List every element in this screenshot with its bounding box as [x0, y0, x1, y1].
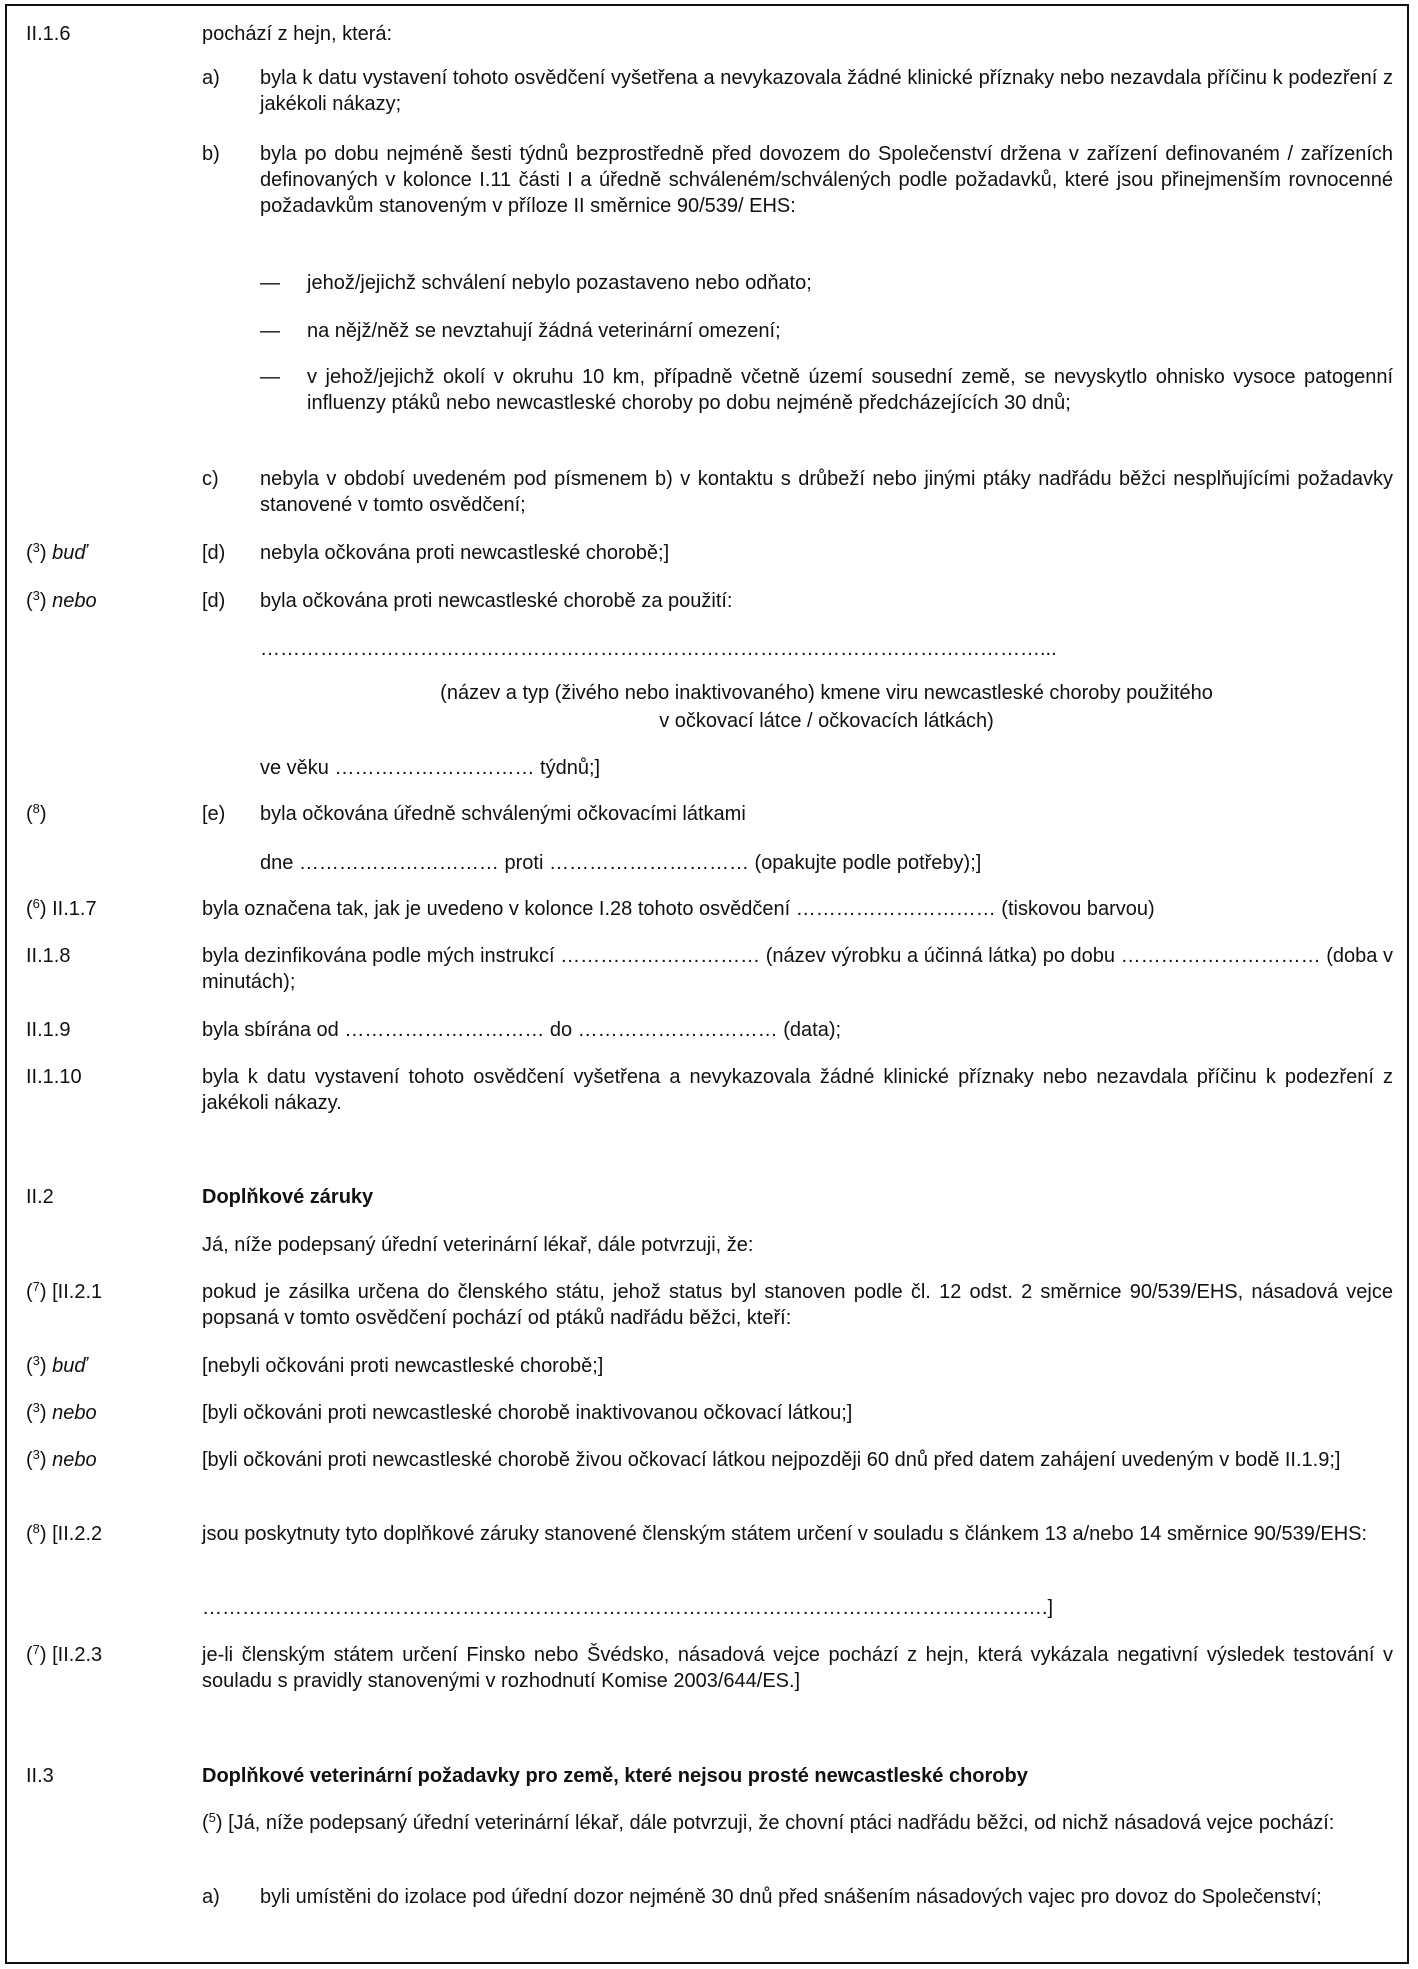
item-marker: [e) [202, 803, 226, 825]
paragraph-text: pokud je zásilka určena do členského státu, jehož status byl stanoven podle čl. 12 odst. 2 směrnice 90/539/EHS, násadová vejce popsaná v tomto osvědčení pochází od ptáků nadřádu běžci, kteří: [202, 1281, 1393, 1329]
item-text: byla po dobu nejméně šesti týdnů bezprostředně před dovozem do Společenství držena v zařízení definovaném / zařízeních definovaných v kolonce I.11 části I a úředně schváleném/schválených podle požadavků, které jsou přinejmenším rovnocenné požadavkům stanoveným v příloze II směrnice 90/539/ EHS: [260, 143, 1393, 217]
age-text: ve věku ………………………… týdnů;] [260, 757, 601, 779]
intro-text: Já, níže podepsaný úřední veterinární lékař, dále potvrzuji, že: [202, 1234, 754, 1256]
date-text: dne ………………………… proti ………………………… (opakujte podle potřeby);] [260, 852, 982, 874]
item-text: byla k datu vystavení tohoto osvědčení vyšetřena a nevykazovala žádné klinické příznaky nebo nezavdala příčinu k podezření z jakékoli nákazy; [260, 67, 1393, 115]
caption-line: v očkovací látce / očkovacích látkách) [659, 710, 994, 732]
section-number: II.1.8 [26, 945, 71, 967]
item-marker: b) [202, 143, 220, 165]
footnote-label: ($^3$) nebo [26, 588, 97, 612]
item-text: nebyla v období uvedeném pod písmenem b) v kontaktu s drůbeží nebo jinými ptáky nadřádu běžci nesplňujícími požadavky stanovené v tomto osvědčení; [260, 468, 1393, 516]
dash-text: jehož/jejichž schválení nebylo pozastaveno nebo odňato; [307, 272, 812, 294]
section-text: byla k datu vystavení tohoto osvědčení vyšetřena a nevykazovala žádné klinické příznaky nebo nezavdala příčinu k podezření z jakékoli nákazy. [202, 1066, 1393, 1114]
section-number: ($^6$) II.1.7 [26, 896, 97, 920]
section-number: II.2 [26, 1186, 54, 1208]
footnote-label: ($^8$) [II.2.2 [26, 1521, 103, 1545]
intro-text: ($^5$) [Já, níže podepsaný úřední veterinární lékař, dále potvrzuji, že chovní ptáci nadřádu běžci, od nichž násadová vejce pochází: [202, 1810, 1335, 1834]
option-text: [byli očkováni proti newcastleské chorobě živou očkovací látkou nejpozději 60 dnů před datem zahájení uvedeným v bodě II.1.9;] [202, 1449, 1341, 1471]
option-text: [nebyli očkováni proti newcastleské chorobě;] [202, 1355, 604, 1377]
item-text: byli umístěni do izolace pod úřední dozor nejméně 30 dnů před snášením násadových vajec pro dovoz do Společenství; [260, 1886, 1322, 1908]
dash-text: v jehož/jejichž okolí v okruhu 10 km, případně včetně území sousední země, se nevyskytlo ohnisko vysoce patogenní influenzy ptáků nebo newcastleské choroby po dobu nejméně předcházejících 30 dnů; [307, 366, 1393, 414]
dash-marker: — [260, 366, 280, 388]
dotted-line: ………………………………………………………………………………………………………... [260, 638, 1057, 660]
dash-text: na nějž/něž se nevztahují žádná veterinární omezení; [307, 320, 781, 342]
item-marker: a) [202, 1886, 220, 1908]
caption-line: (název a typ (živého nebo inaktivovaného) kmene viru newcastleské choroby použitého [440, 682, 1213, 704]
footnote-label: ($^7$) [II.2.3 [26, 1642, 103, 1666]
option-text: [byli očkováni proti newcastleské chorobě inaktivovanou očkovací látkou;] [202, 1402, 853, 1424]
section-text: byla sbírána od ………………………… do ………………………… (data); [202, 1019, 842, 1041]
item-text: nebyla očkována proti newcastleské chorobě;] [260, 542, 670, 564]
item-text: byla očkována úředně schválenými očkovacími látkami [260, 803, 746, 825]
section-number: II.1.6 [26, 23, 71, 45]
dash-marker: — [260, 320, 280, 342]
footnote-label: ($^7$) [II.2.1 [26, 1279, 103, 1303]
item-marker: c) [202, 468, 219, 490]
section-number: II.1.9 [26, 1019, 71, 1041]
dotted-line: ……………………………………………………………………………………………………………….] [202, 1597, 1054, 1619]
item-marker: [d) [202, 590, 226, 612]
section-number: II.3 [26, 1765, 54, 1787]
section-number: II.1.10 [26, 1066, 82, 1088]
section-intro: pochází z hejn, která: [202, 23, 393, 45]
item-marker: a) [202, 67, 220, 89]
dash-marker: — [260, 272, 280, 294]
paragraph-text: jsou poskytnuty tyto doplňkové záruky stanovené členským státem určení v souladu s článkem 13 a/nebo 14 směrnice 90/539/EHS: [202, 1523, 1368, 1545]
footnote-label: ($^3$) nebo [26, 1447, 97, 1471]
footnote-label: ($^3$) nebo [26, 1400, 97, 1424]
footnote-label: ($^3$) buď [26, 1353, 87, 1377]
paragraph-text: je-li členským státem určení Finsko nebo Švédsko, násadová vejce pochází z hejn, která vykázala negativní výsledek testování v souladu s pravidly stanovenými v rozhodnutí Komise 2003/644/ES.] [202, 1644, 1393, 1692]
section-text: byla dezinfikována podle mých instrukcí ………………………… (název výrobku a účinná látka) po dobu ………………………… (doba v minutách); [202, 945, 1393, 993]
section-title: Doplňkové záruky [202, 1186, 374, 1208]
footnote-label: ($^8$) [26, 801, 47, 825]
footnote-label: ($^3$) buď [26, 540, 87, 564]
item-text: byla očkována proti newcastleské chorobě za použití: [260, 590, 733, 612]
section-text: byla označena tak, jak je uvedeno v kolonce I.28 tohoto osvědčení ………………………… (tiskovou barvou) [202, 898, 1155, 920]
section-title: Doplňkové veterinární požadavky pro země, které nejsou prosté newcastleské choroby [202, 1765, 1028, 1787]
item-marker: [d) [202, 542, 226, 564]
